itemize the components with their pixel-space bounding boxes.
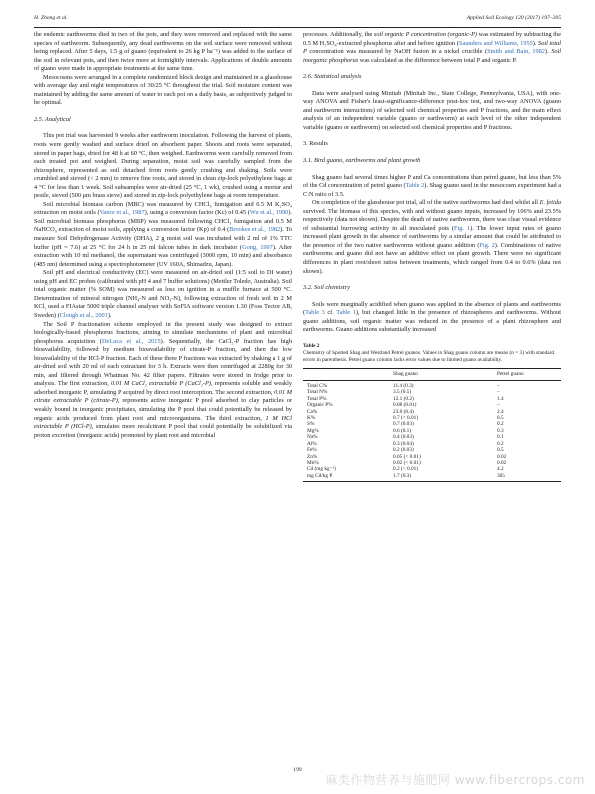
- citation-link[interactable]: DeLuca et al., 2015: [102, 337, 161, 345]
- running-head-authors: H. Zhong et al.: [34, 15, 68, 21]
- table-caption: Table 2 Chemistry of Spotted Shag and Westland Petrel guanos. Values in Shag guano column are means (n = 3) with standard errors in parenthesis. Petrel guano column lacks error values due to limited guano availability.: [303, 343, 561, 364]
- table-2: [303, 343, 561, 482]
- paragraph: This pot trial was harvested 9 weeks after earthworm inoculation. Following the harvest of plants, roots were gently washed and surface dried on absorbent paper. Shoots and roots were separated, stored in paper bags, dried for 48 h at 60 °C, then weighed. Earthworms were carefully removed from each treated pot and weighed. During separation, moist soil was carefully sampled from the rhizosphere, represented as soil detached from roots gently crushing and shaking. Soils were crumbled and sieved (< 2 mm) to remove fine roots, and stored in clean zip-lock polyethylene bags at 4 °C for less than 1 week. Soil subsamples were air-dried (25 °C, 1 wk), crushed using a mortar and pestle, sieved (500 μm brass sieve) and stored in zip-lock polyethylene bags at room temperature.: [34, 132, 292, 200]
- citation-link[interactable]: Saunders and Williams, 1955: [458, 39, 533, 47]
- table-link[interactable]: Table 2: [405, 182, 425, 190]
- running-head-journal: Applied Soil Ecology 120 (2017) 197–205: [466, 15, 561, 21]
- section-heading-soil-chemistry: 3.2. Soil chemistry: [303, 284, 350, 292]
- left-column: [34, 31, 292, 755]
- watermark-text: 麻类作物营养与施肥网 www.fibercrops.com: [325, 773, 585, 787]
- section-heading-analytical: 2.5. Analytical: [34, 115, 71, 123]
- section-heading-statistics: 2.6. Statistical analysis: [303, 73, 362, 81]
- paragraph: the endemic earthworms died in two of the pots, and they were removed and replaced with the same species of earthworm. Subsequently, any dead earthworms on the soil surface were removed without being replaced. After 5 days, 1.5 g of guano (equivalent to 26 kg P ha⁻¹) was added to the surface of the soil in relevant pots, and then twice more at fortnightly intervals. Applications of double amounts of guano were made in appropriate treatments at the same time.: [34, 31, 292, 73]
- figure-link[interactable]: Fig. 1: [454, 224, 471, 232]
- table-link[interactable]: Table 3: [305, 309, 325, 317]
- paragraph: Shag guano had several times higher P and Ca concentrations than petrel guano, but less than 5% of the Cd concentration of petrel guano (Table 2). Shag guano used in the mesocosm experiment had a C:N ratio of 3.5.: [303, 173, 561, 198]
- citation-link[interactable]: Clough et al., 2001: [59, 311, 108, 319]
- paragraph: Soils were marginally acidified when guano was applied in the absence of plants and earthworms (Table 3 cf. Table 1), but changed little in the presence of rhizospheres and earthworms. Without guano additions, soil organic matter was reduced in the presence of a plant rhizosphere and earthworms. Guano additions substantially increased: [303, 300, 561, 334]
- citation-link[interactable]: Brookes et al., 1982: [229, 226, 281, 234]
- paragraph: Soil pH and electrical conductivity (EC) were measured on air-dried soil (1:5 soil to DI water) using pH and EC probes (calibrated with pH 4 and 7 buffer solutions) (Mettler Toledo, Australia). Soil total organic matter (% SOM) was measured as loss on ignition in a muffle furnace at 500 °C. Determination of mineral nitrogen (NH₄-N and NO₃-N), following extraction of fresh soil in 2 M KCl, used a FIAstar 5000 triple channel analyser with SoFIA software version 1.30 (Foss Tector AB, Sweden) (Clough et al., 2001).: [34, 269, 292, 319]
- section-heading-results: 3. Results: [303, 140, 328, 148]
- table-row: Total P% 12.1 (0.2) 1.4: [307, 395, 504, 402]
- table-row: Al% 0.3 (0.04) 0.2: [307, 440, 504, 447]
- running-head: [34, 15, 561, 27]
- table-row: Fe% 0.2 (0.03) 0.5: [307, 447, 504, 454]
- citation-link[interactable]: Gong, 1997: [242, 243, 273, 251]
- table-header-empty: [303, 368, 393, 380]
- right-column: [303, 31, 561, 755]
- citation-link[interactable]: Vance et al., 1987: [99, 209, 145, 217]
- section-heading-guano: 3.1. Bird guano, earthworms and plant growth: [303, 157, 421, 165]
- table-row: Ca% 23.0 (0.4) 2.4: [307, 408, 504, 415]
- table-row: Total N% 3.5 (0.5) –: [307, 389, 500, 396]
- citation-link[interactable]: Smith and Bain, 1982: [487, 48, 545, 56]
- table-row: Organic P% 0.08 (0.01) –: [307, 402, 500, 409]
- figure-link[interactable]: Fig. 2: [479, 241, 495, 249]
- table-label: Table 2: [303, 342, 320, 349]
- table-row: S% 0.7 (0.03) 0.2: [307, 421, 504, 428]
- table-row: Na% 0.4 (0.03) 0.1: [307, 434, 504, 441]
- paragraph: The Soil P fractionation scheme employed in the present study was designed to extract biologically-based phosphorus fractions, aiming to simulate mechanisms of plant and microbial phosphorus acquisition (DeLuca et al., 2015). Sequentially, the CaCl₂-P fraction has high bioavailability, followed by medium bioavailability of citrate-P fraction, and then the low bioavailability of the HCl-P fraction. Each of these three P fractions was extracted by shaking a 1 g of air-dried soil with 20 ml of each extractant for 3 h. Extracts were then centrifuged at 2280g for 30 min, and filtered through Whatman No. 42 filter papers. Filtrates were stored in fridge prior to analysis. The first extraction, 0.01 M CaCl₂ extractable P (CaCl₂-P), represents soluble and weakly adsorbed inorganic P, simulating P acquired by direct root interception. The second extraction, 0.01 M citrate extractable P (citrate-P), represents active inorganic P pool adsorbed to clay particles or weakly bound in inorganic precipitates, simulating the P pool that could potentially be released by organic acids produced from plant root and microorganisms. The third extraction, 1 M HCl extractable P (HCl-P), simulates more recalcitrant P pool that could potentially be solubilized via proton excretion (inorganic acids) promoted by plant root and microbial: [34, 320, 292, 439]
- table-row: Mg% 0.6 (0.1) 0.3: [307, 427, 504, 434]
- table-link[interactable]: Table 1: [336, 309, 356, 317]
- table-row: Mn% 0.02 (< 0.01) 0.02: [307, 459, 507, 466]
- table-row: K% 0.7 (< 0.01) 0.5: [307, 415, 504, 422]
- paragraph: processes. Additionally, the soil organic P concentration (organic-P) was estimated by subtracting the 0.5 M H₂SO₄-extracted phosphorus after and before ignition (Saunders and Williams, 1955). Soil total P concentration was measured by NaOH fusion in a nickel crucible (Smith and Bain, 1982). Soil inorganic phosphorus was calculated as the difference between total P and organic P.: [303, 31, 561, 64]
- table-header-petrel: Petrel guano: [497, 368, 561, 380]
- paragraph: On completion of the glasshouse pot trial, all of the native earthworms had died whilst all E. fetida survived. The biomass of this species, with and without guano inputs, increased by 106% and 23.5% respectively (data not shown). Despite the death of native earthworms, there was clear visual evidence of substantial burrowing activity in all inoculated pots (Fig. 1). The lower input rates of guano increased plant growth in the absence of earthworms by a similar amount that could be attributed to the presence of the two native earthworms without guano addition (Fig. 2). Combinations of native earthworms and guano did not have an additive effect on plant growth. There were no significant differences in plant root/shoot ratios between treatments, which ranged from 0.4 to 0.6% (data not shown).: [303, 199, 561, 275]
- table-row: Cd (mg kg⁻¹) 0.2 (< 0.01) 4.2: [307, 466, 504, 473]
- header-rule: [34, 27, 561, 28]
- table-row: mg Cd/kg P 1.7 (0.3) 305: [303, 473, 561, 482]
- table-header-shag: Shag guano: [393, 368, 497, 380]
- guano-chemistry-table: [303, 368, 561, 483]
- citation-link[interactable]: Wu et al., 1990: [249, 209, 289, 217]
- paragraph: Data were analysed using Minitab (Minitab Inc., State College, Pennsylvania, USA), with one-way ANOVA and Fisher's least-significance-difference post-hoc test, and two-way ANOVA (guano and earthworm interactions) of selected soil chemical properties and P fractions, and the main effect analysis of an independent variable (guano or earthworm) at each level of the other independent variable (guano or earthworm) on selected soil chemical properties and P fractions.: [303, 89, 561, 131]
- paragraph: Mesocosms were arranged in a complete randomized block design and maintained in a glasshouse with average day and night temperatures of 30/25 °C throughout the trial. Soil moisture content was maintained by adding the same amount of water to each pot on a daily basis, as subjectively judged to be optimal.: [34, 73, 292, 107]
- table-row: Zn% 0.05 (< 0.01) 0.02: [307, 453, 507, 460]
- page-number: 199: [293, 767, 302, 773]
- paragraph: Soil microbial biomass carbon (MBC) was measured by CHCl₃ fumigation and 0.5 M K₂SO₄ extraction on moist soils (Vance et al., 1987), using a conversion factor (Kc) of 0.45 (Wu et al., 1990). Soil microbial biomass phosphorus (MBP) was measured following CHCl₃ fumigation and 0.5 M NaHCO₃ extraction of moist soils, applying a conversion factor (Kp) of 0.4 (Brookes et al., 1982). To measure Soil Dehydrogenase Activity (DHA), 2 g moist soil was incubated with 2 ml of 1% TTC buffer (pH = 7.6) at 25 °C for 24 h in 25 ml falcon tubes in dark incubator (Gong, 1997). After extraction with 10 ml methanol, the supernatant was centrifuged (3000 rpm, 10 min) and absorbance (485 nm) determined using a spectrophotometer (UV 160A, Shimadzu, Japan).: [34, 200, 292, 268]
- table-row: Total C% 11.4 (0.3) –: [307, 383, 500, 390]
